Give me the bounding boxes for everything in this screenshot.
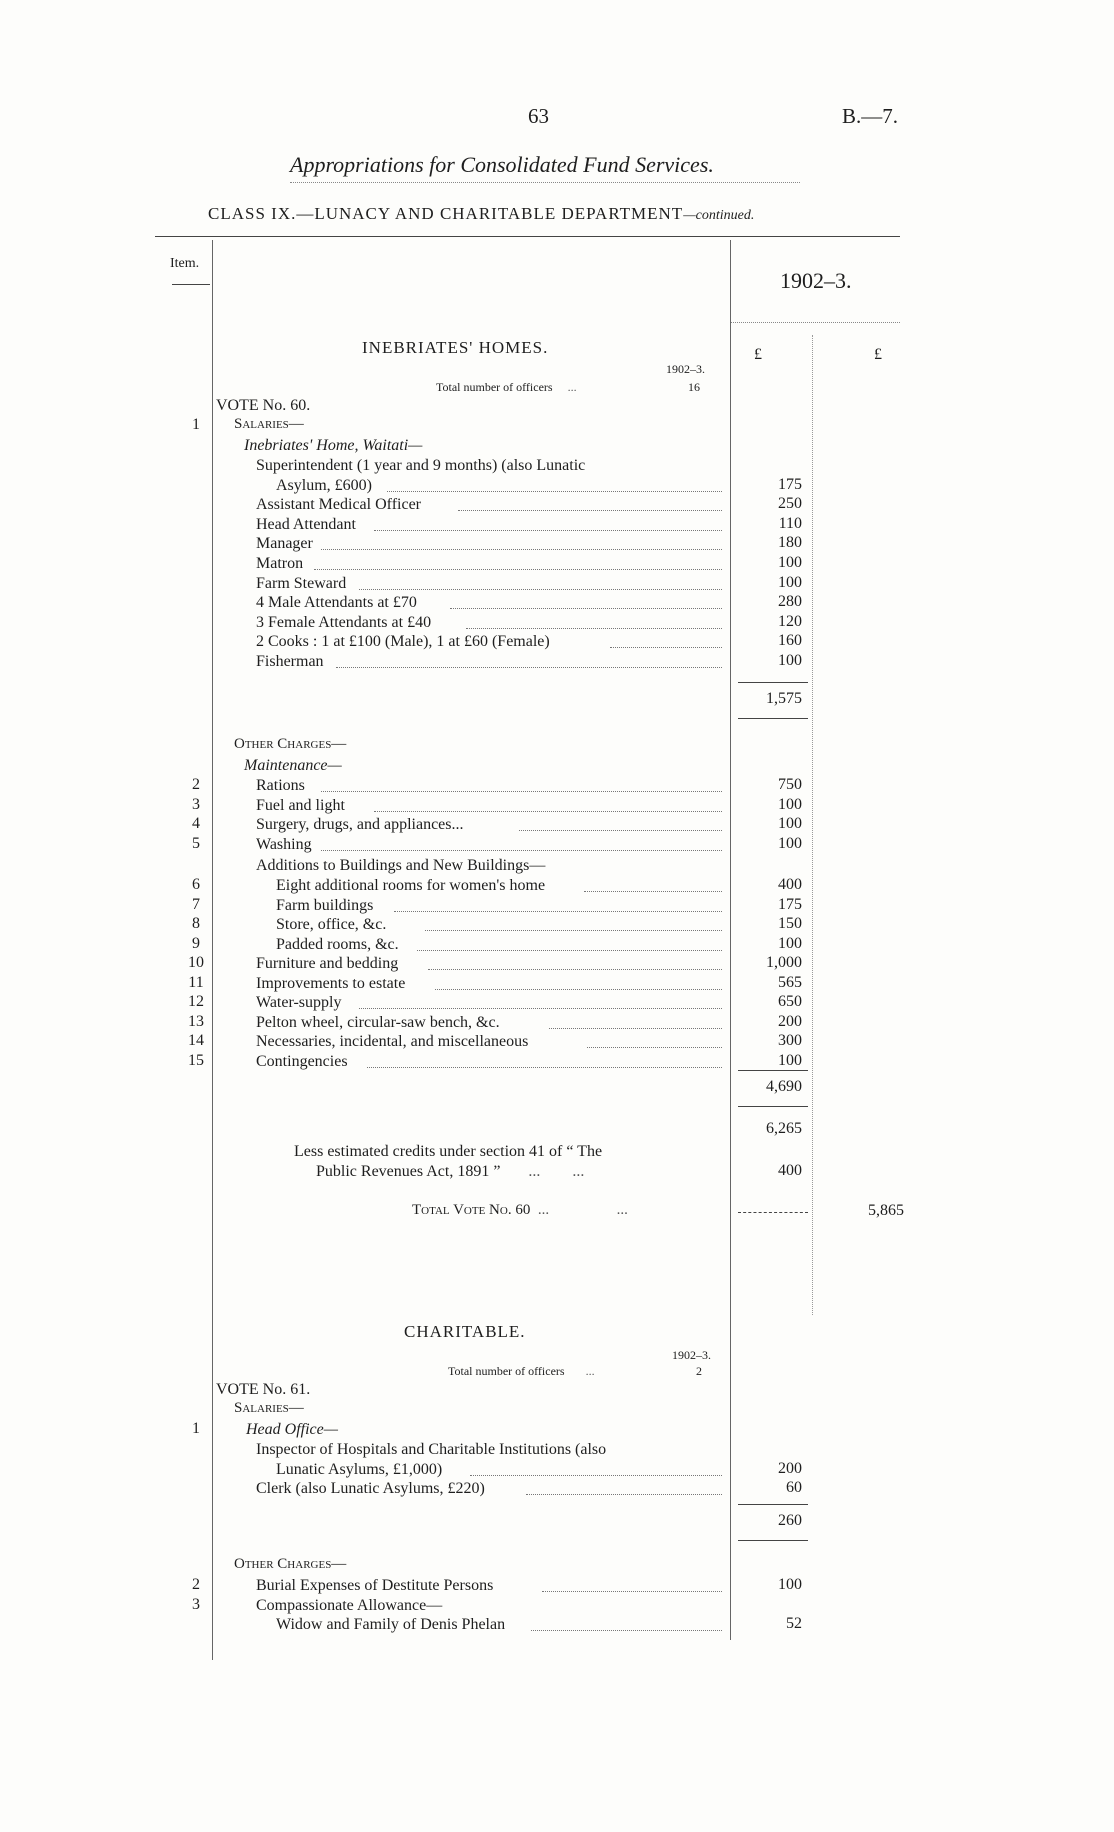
additions-heading: Additions to Buildings and New Buildings— <box>256 857 546 874</box>
charitable-officers-year: 1902–3. <box>672 1348 711 1362</box>
item-number: 10 <box>188 954 204 971</box>
head-office-heading: Head Office— <box>246 1421 338 1438</box>
dot-leader <box>321 850 722 851</box>
page-title: Appropriations for Consolidated Fund Services. <box>290 152 714 177</box>
maintenance-heading: Maintenance— <box>244 757 342 774</box>
less-credits-line1: Less estimated credits under section 41 of “ The <box>294 1143 603 1160</box>
charge-amount: 175 <box>778 895 802 913</box>
charge-amount: 650 <box>778 993 802 1011</box>
class-heading <box>208 204 754 224</box>
dot-leader <box>321 791 722 792</box>
charge-label: Compassionate Allowance— <box>256 1596 443 1614</box>
salary-amount: 160 <box>778 632 802 650</box>
dot-leader <box>417 950 722 951</box>
subtotal-rule <box>738 682 808 683</box>
item-number: 14 <box>188 1032 204 1050</box>
salary-label: Manager <box>256 535 313 553</box>
salary-label-continued: Lunatic Asylums, £1,000) <box>276 1460 443 1478</box>
dot-leader <box>610 647 722 648</box>
charge-label: Eight additional rooms for women's home <box>276 877 546 894</box>
charge-label: Furniture and bedding <box>256 955 399 972</box>
less-credits-line2 <box>316 1162 584 1182</box>
vote-61-heading: VOTE No. 61. <box>216 1381 311 1398</box>
charge-label: Store, office, &c. <box>276 916 387 934</box>
charitable-officers-count: 2 <box>696 1364 702 1378</box>
dot-leader <box>425 930 722 931</box>
other-charges-rule <box>738 1070 808 1071</box>
total-column-rule <box>812 335 813 1315</box>
document-reference: B.—7. <box>842 104 899 128</box>
charge-amount: 100 <box>778 834 802 852</box>
charge-amount: 400 <box>778 876 802 893</box>
dot-leader <box>394 911 722 912</box>
charge-amount: 150 <box>778 915 802 933</box>
other-charges-subtotal: 4,690 <box>766 1078 802 1095</box>
item-number: 3 <box>192 795 200 813</box>
salary-label-continued: Asylum, £600) <box>276 476 372 494</box>
charge-label: Farm buildings <box>276 896 374 914</box>
charge-amount: 100 <box>778 1052 802 1069</box>
charge-label: Burial Expenses of Destitute Persons <box>256 1577 494 1594</box>
item-number: 15 <box>188 1052 204 1069</box>
dot-leader <box>531 1630 722 1631</box>
charge-label: Surgery, drugs, and appliances... <box>256 816 464 834</box>
charge-amount: 300 <box>778 1032 802 1050</box>
section-heading-charitable: CHARITABLE. <box>404 1322 526 1341</box>
total-vote-60-label-text: Total Vote No. 60 <box>412 1202 531 1218</box>
dot-leader <box>359 1008 722 1009</box>
charge-label: Improvements to estate <box>256 974 406 992</box>
waitati-home-heading: Inebriates' Home, Waitati— <box>244 437 423 454</box>
year-header-rule <box>730 322 900 323</box>
charge-amount: 200 <box>778 1012 802 1030</box>
salary-label: 3 Female Attendants at £40 <box>256 613 432 631</box>
charge-label: Padded rooms, &c. <box>276 935 399 953</box>
salaries-heading: Salaries— <box>234 416 304 432</box>
dot-leader <box>387 491 722 492</box>
charge-amount: 100 <box>778 795 802 813</box>
header-rule <box>155 236 900 237</box>
salary-amount: 100 <box>778 554 802 571</box>
item-number: 11 <box>188 973 204 991</box>
class-heading-text: CLASS IX.—LUNACY AND CHARITABLE DEPARTMENT <box>208 204 684 223</box>
charitable-subtotal-underline <box>738 1540 808 1541</box>
dot-leader <box>367 1067 722 1068</box>
charge-label: Contingencies <box>256 1053 348 1070</box>
less-credits-line2-text: Public Revenues Act, 1891 ” <box>316 1163 501 1180</box>
total-vote-60-leader: ... ... <box>530 1202 628 1218</box>
amount-column-rule <box>730 240 731 1640</box>
year-column-header: 1902–3. <box>780 268 852 293</box>
item-number: 2 <box>192 1576 200 1593</box>
salary-label: Fisherman <box>256 653 324 670</box>
dot-leader <box>519 830 722 831</box>
salary-label: Assistant Medical Officer <box>256 496 421 514</box>
item-number: 2 <box>192 776 200 793</box>
salary-label: Matron <box>256 555 304 572</box>
dot-leader <box>526 1494 722 1495</box>
item-number: 3 <box>192 1595 200 1613</box>
salary-label: Superintendent (1 year and 9 months) (also Lunatic <box>256 457 586 474</box>
item-number: 6 <box>192 876 200 893</box>
dot-leader <box>428 969 722 970</box>
salaries-subtotal: 1,575 <box>766 690 802 707</box>
dot-leader <box>359 589 722 590</box>
vote-60-heading: VOTE No. 60. <box>216 397 311 414</box>
item-number: 7 <box>192 895 200 913</box>
salary-label: Clerk (also Lunatic Asylums, £220) <box>256 1480 485 1498</box>
page-number: 63 <box>528 104 549 128</box>
charge-label: Fuel and light <box>256 796 345 814</box>
salary-amount: 175 <box>778 475 802 493</box>
item-column-header: Item. <box>170 256 200 271</box>
item-number: 5 <box>192 834 200 852</box>
gross-total: 6,265 <box>766 1120 802 1137</box>
charge-amount: 100 <box>778 934 802 952</box>
salary-amount: 110 <box>778 514 802 532</box>
charitable-item-number: 1 <box>192 1420 200 1437</box>
charitable-subtotal-rule <box>738 1504 808 1505</box>
item-header-underline <box>172 284 210 285</box>
dot-leader <box>470 1475 722 1476</box>
charge-label: Washing <box>256 835 312 853</box>
item-number: 12 <box>188 993 204 1011</box>
charitable-officers-leader: ... <box>564 1364 595 1378</box>
other-charges-heading: Other Charges— <box>234 736 347 752</box>
pound-sign-detail: £ <box>754 346 762 363</box>
charge-amount: 750 <box>778 776 802 793</box>
charitable-officers-label <box>448 1364 595 1379</box>
dot-leader <box>374 530 722 531</box>
dot-leader <box>374 811 722 812</box>
charitable-salaries-heading: Salaries— <box>234 1400 304 1416</box>
charge-label: Pelton wheel, circular-saw bench, &c. <box>256 1013 500 1031</box>
charitable-other-charges-heading: Other Charges— <box>234 1556 347 1572</box>
dot-leader <box>587 1047 722 1048</box>
item-number: 1 <box>192 416 200 433</box>
salary-amount: 60 <box>786 1479 802 1497</box>
officers-leader: ... <box>552 380 577 394</box>
total-vote-60-value: 5,865 <box>868 1202 904 1219</box>
subtotal-underline <box>738 718 808 719</box>
pound-sign-total: £ <box>874 346 882 363</box>
officers-label <box>436 380 577 395</box>
item-number: 13 <box>188 1012 204 1030</box>
charge-amount: 1,000 <box>766 954 802 971</box>
charge-sublabel: Widow and Family of Denis Phelan <box>276 1616 506 1634</box>
section-heading-inebriates: INEBRIATES' HOMES. <box>362 338 549 357</box>
officers-year-label: 1902–3. <box>666 362 705 376</box>
salary-amount: 200 <box>778 1459 802 1477</box>
dot-leader <box>314 569 722 570</box>
officers-label-text: Total number of officers <box>436 380 553 394</box>
charge-amount: 565 <box>778 973 802 991</box>
less-credits-value: 400 <box>778 1162 802 1179</box>
charge-amount: 52 <box>786 1615 802 1633</box>
salary-label: 2 Cooks : 1 at £100 (Male), 1 at £60 (Female) <box>256 633 550 651</box>
salary-label: Inspector of Hospitals and Charitable Institutions (also <box>256 1441 607 1458</box>
dot-leader <box>336 667 722 668</box>
charge-label: Necessaries, incidental, and miscellaneous <box>256 1033 529 1051</box>
salary-label: Head Attendant <box>256 515 356 533</box>
charge-amount: 100 <box>778 1576 802 1593</box>
item-number: 8 <box>192 915 200 933</box>
salary-amount: 280 <box>778 593 802 611</box>
title-rule <box>290 182 800 183</box>
class-heading-continued: —continued. <box>683 208 755 223</box>
charge-label: Water-supply <box>256 994 342 1012</box>
charitable-salaries-subtotal: 260 <box>778 1512 802 1529</box>
charitable-officers-label-text: Total number of officers <box>448 1364 565 1378</box>
salary-amount: 100 <box>778 652 802 669</box>
salary-amount: 120 <box>778 612 802 630</box>
dot-leader <box>321 549 722 550</box>
salary-amount: 180 <box>778 534 802 552</box>
charge-amount: 100 <box>778 815 802 833</box>
salary-amount: 250 <box>778 495 802 513</box>
dot-leader <box>466 628 722 629</box>
officers-count: 16 <box>688 380 700 394</box>
dot-leader <box>458 510 722 511</box>
charge-label: Rations <box>256 777 305 794</box>
salary-label: 4 Male Attendants at £70 <box>256 594 417 612</box>
less-credits-leader: ... ... <box>500 1163 585 1180</box>
total-vote-60-label <box>412 1202 628 1219</box>
dot-leader <box>549 1028 722 1029</box>
dot-leader <box>450 608 722 609</box>
item-number: 9 <box>192 934 200 952</box>
other-charges-underline <box>738 1106 808 1107</box>
item-number: 4 <box>192 815 200 833</box>
dot-leader <box>435 989 722 990</box>
salary-label: Farm Steward <box>256 574 347 592</box>
salary-amount: 100 <box>778 573 802 591</box>
dot-leader <box>542 1591 722 1592</box>
dot-leader <box>584 891 722 892</box>
total-vote-60-rule <box>738 1212 808 1213</box>
